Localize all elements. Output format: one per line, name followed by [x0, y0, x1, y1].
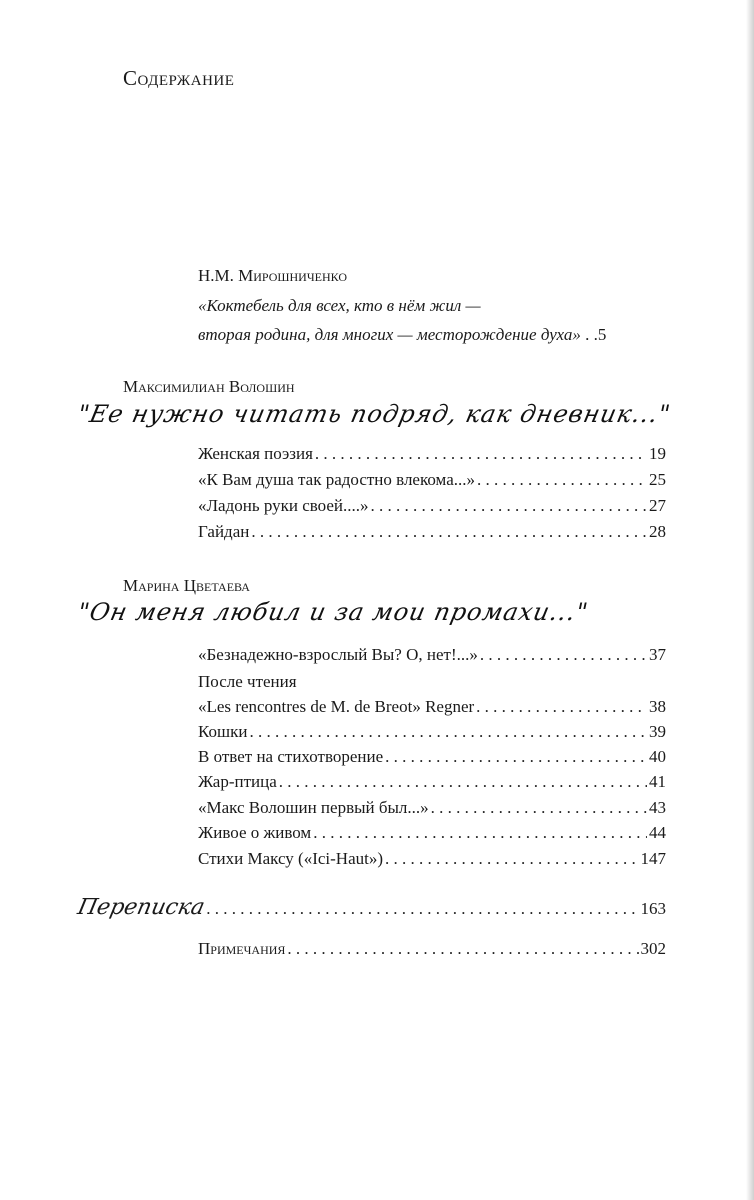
after-reading-label: После чтения	[198, 672, 297, 691]
dot-leader	[206, 899, 638, 919]
intro-page-number: . .5	[585, 325, 607, 344]
dot-leader	[287, 939, 638, 959]
toc-entry[interactable]	[198, 522, 666, 542]
entry-page: 28	[649, 522, 666, 541]
toc-entry[interactable]	[198, 849, 666, 869]
entry-page: 43	[649, 798, 666, 817]
dot-leader	[279, 772, 647, 792]
tsvetaeva-author: Марина Цветаева	[123, 576, 250, 595]
voloshin-author: Максимилиан Волошин	[123, 377, 295, 396]
dot-leader	[251, 522, 647, 542]
correspondence-title: Переписка	[75, 895, 207, 920]
notes-title: Примечания	[198, 939, 286, 958]
intro-title-line-1: «Коктебель для всех, кто в нём жил —	[198, 296, 481, 315]
dot-leader	[385, 849, 638, 869]
toc-entry-correspondence[interactable]	[75, 895, 666, 920]
entry-title: «Безнадежно-взрослый Вы? О, нет!...»	[198, 645, 478, 664]
entry-title: Кошки	[198, 722, 248, 741]
toc-entry[interactable]	[198, 747, 666, 767]
entry-page: 27	[649, 496, 666, 515]
entry-title: Живое о живом	[198, 823, 312, 842]
toc-entry-notes[interactable]	[198, 939, 666, 959]
dot-leader	[315, 444, 647, 464]
dot-leader	[249, 722, 647, 742]
toc-entry[interactable]	[198, 496, 666, 516]
entry-title: Женская поэзия	[198, 444, 313, 463]
correspondence-page: 163	[640, 899, 666, 918]
toc-entry[interactable]	[198, 470, 666, 490]
entry-page: 37	[649, 645, 666, 664]
dot-leader	[480, 645, 647, 665]
entry-page: 44	[649, 823, 666, 842]
intro-title-line-2-text: вторая родина, для многих — месторождение духа»	[198, 325, 581, 344]
entry-title: Жар-птица	[198, 772, 277, 791]
toc-entry[interactable]	[198, 798, 666, 818]
entry-title: «Les rencontres de M. de Breot» Regner	[198, 697, 475, 716]
toc-entry[interactable]	[198, 772, 666, 792]
entry-title: Гайдан	[198, 522, 250, 541]
toc-entry[interactable]	[198, 697, 666, 717]
entry-title: В ответ на стихотворение	[198, 747, 384, 766]
toc-entry[interactable]	[198, 444, 666, 464]
dot-leader	[431, 798, 647, 818]
notes-page: 302	[640, 939, 666, 958]
page-title: Содержание	[123, 66, 235, 90]
entry-title: Стихи Максу («Ici-Haut»)	[198, 849, 384, 868]
page-edge	[746, 0, 754, 1200]
entry-title: «К Вам душа так радостно влекома...»	[198, 470, 475, 489]
intro-title-line-2	[198, 325, 606, 345]
dot-leader	[385, 747, 647, 767]
entry-title: «Макс Волошин первый был...»	[198, 798, 429, 817]
entry-page: 25	[649, 470, 666, 489]
entry-title: «Ладонь руки своей....»	[198, 496, 369, 515]
entry-page: 147	[640, 849, 666, 868]
toc-entry[interactable]	[198, 645, 666, 665]
entry-page: 39	[649, 722, 666, 741]
toc-entry[interactable]	[198, 823, 666, 843]
dot-leader	[313, 823, 647, 843]
entry-page: 41	[649, 772, 666, 791]
dot-leader	[371, 496, 647, 516]
intro-author: Н.М. Мирошниченко	[198, 266, 348, 285]
dot-leader	[477, 470, 647, 490]
toc-entry[interactable]	[198, 722, 666, 742]
voloshin-script-title: "Ее нужно читать подряд, как дневник..."	[75, 400, 674, 428]
dot-leader	[476, 697, 647, 717]
tsvetaeva-script-title: "Он меня любил и за мои промахи..."	[75, 598, 591, 626]
entry-page: 19	[649, 444, 666, 463]
entry-page: 38	[649, 697, 666, 716]
entry-page: 40	[649, 747, 666, 766]
